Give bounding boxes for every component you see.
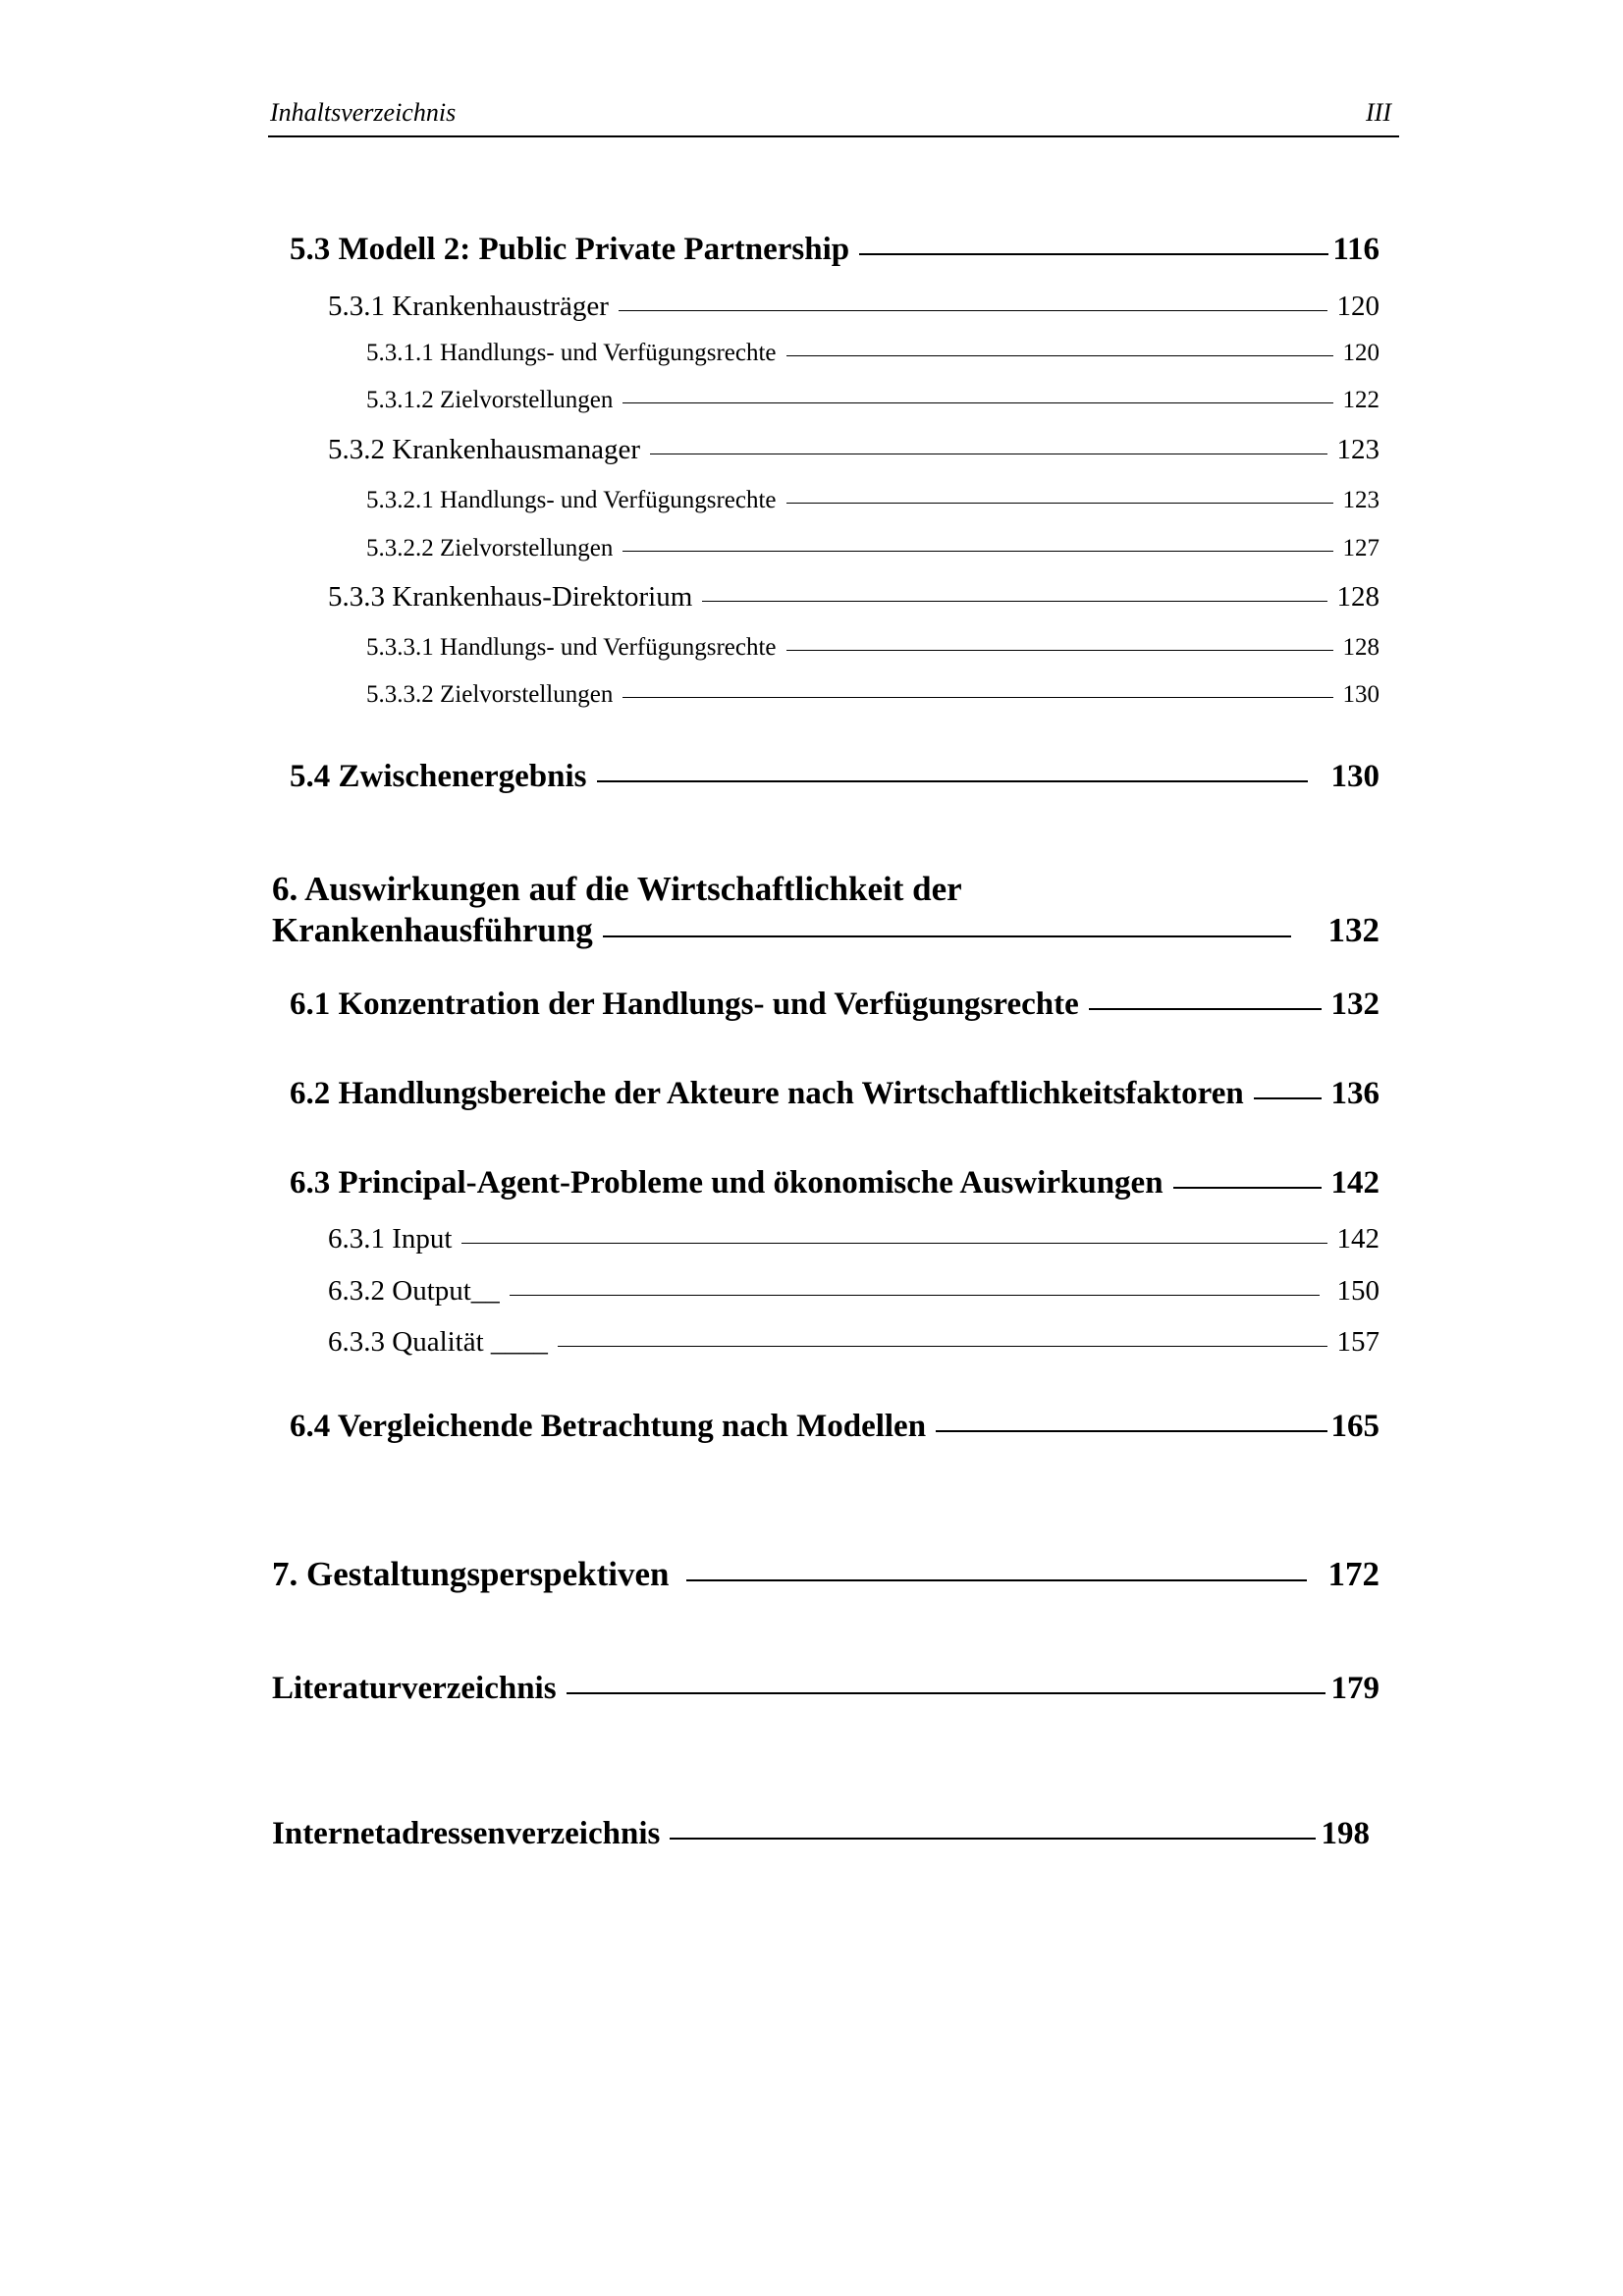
toc-label: 6.2 Handlungsbereiche der Akteure nach Wirtschaftlichkeitsfaktoren xyxy=(290,1076,1244,1111)
toc-page: 122 xyxy=(1342,387,1380,413)
toc-leader xyxy=(786,650,1333,651)
toc-leader xyxy=(461,1243,1326,1244)
toc-leader xyxy=(622,551,1332,552)
toc-label: 5.3 Modell 2: Public Private Partnership xyxy=(290,232,850,267)
toc-entry-5-3-3-2[interactable] xyxy=(366,681,1380,709)
toc-leader xyxy=(510,1295,1320,1296)
toc-label: 5.4 Zwischenergebnis xyxy=(290,759,587,794)
toc-entry-5-3-1-2[interactable] xyxy=(366,387,1380,414)
toc-page: 130 xyxy=(1330,759,1380,794)
toc-page: 123 xyxy=(1342,487,1380,513)
toc-page: 127 xyxy=(1342,535,1380,561)
toc-label: 5.3.2 Krankenhausmanager xyxy=(328,434,641,465)
toc-label: 5.3.1.2 Zielvorstellungen xyxy=(366,387,614,413)
toc-page: 120 xyxy=(1336,291,1380,322)
toc-leader xyxy=(558,1346,1327,1347)
toc-entry-6-1[interactable] xyxy=(290,987,1380,1023)
toc-entry-internetadressenverzeichnis[interactable] xyxy=(272,1816,1370,1852)
toc-entry-5-4[interactable] xyxy=(290,759,1380,795)
toc-entry-5-3-2-2[interactable] xyxy=(366,535,1380,562)
toc-label: 5.3.1.1 Handlungs- und Verfügungsrechte xyxy=(366,340,777,366)
toc-page: 128 xyxy=(1342,634,1380,661)
running-header xyxy=(268,98,1399,137)
toc-page: 142 xyxy=(1330,1165,1380,1201)
toc-entry-chapter-6[interactable] xyxy=(272,911,1380,950)
toc-label: 5.3.2.2 Zielvorstellungen xyxy=(366,535,614,561)
toc-label: 6.4 Vergleichende Betrachtung nach Modellen xyxy=(290,1409,927,1444)
toc-label: 5.3.3.1 Handlungs- und Verfügungsrechte xyxy=(366,634,777,661)
toc-page: 132 xyxy=(1330,987,1380,1022)
toc-entry-5-3-1[interactable] xyxy=(328,291,1380,323)
toc-leader xyxy=(1254,1097,1322,1099)
toc-label: 5.3.3.2 Zielvorstellungen xyxy=(366,681,614,708)
toc-page: 136 xyxy=(1330,1076,1380,1111)
toc-label: Literaturverzeichnis xyxy=(272,1671,557,1706)
toc-page: 157 xyxy=(1336,1326,1380,1358)
toc-leader xyxy=(1089,1008,1322,1010)
toc-leader xyxy=(686,1579,1306,1581)
toc-page: 128 xyxy=(1336,581,1380,613)
toc-leader xyxy=(622,402,1332,403)
toc-entry-6-3-1[interactable] xyxy=(328,1223,1380,1255)
toc-page: 123 xyxy=(1336,434,1380,465)
toc-entry-6-3[interactable] xyxy=(290,1165,1380,1201)
header-title: Inhaltsverzeichnis xyxy=(270,98,457,127)
toc-label: 5.3.1 Krankenhausträger xyxy=(328,291,609,322)
toc-page: 130 xyxy=(1342,681,1380,708)
toc-entry-6-3-3[interactable] xyxy=(328,1326,1380,1359)
toc-label: 6.3.3 Qualität ____ xyxy=(328,1326,548,1358)
toc-entry-5-3-1-1[interactable] xyxy=(366,340,1380,367)
toc-page: 150 xyxy=(1336,1275,1380,1307)
toc-leader xyxy=(597,780,1308,782)
header-page-number: III xyxy=(1366,98,1391,127)
toc-label: 5.3.2.1 Handlungs- und Verfügungsrechte xyxy=(366,487,777,513)
toc-entry-chapter-7[interactable] xyxy=(272,1555,1380,1594)
toc-leader xyxy=(702,601,1326,602)
toc-entry-6-2[interactable] xyxy=(290,1076,1380,1112)
toc-entry-literaturverzeichnis[interactable] xyxy=(272,1671,1380,1707)
toc-page: 120 xyxy=(1342,340,1380,366)
toc-label: 6.1 Konzentration der Handlungs- und Verfügungsrechte xyxy=(290,987,1079,1022)
toc-chapter-6-line1[interactable]: 6. Auswirkungen auf die Wirtschaftlichkeit der xyxy=(272,870,962,908)
toc-label: 6.3.2 Output__ xyxy=(328,1275,500,1307)
toc-label: Krankenhausführung xyxy=(272,911,593,949)
toc-entry-6-3-2[interactable] xyxy=(328,1275,1380,1308)
toc-leader xyxy=(859,253,1328,255)
toc-label: Internetadressenverzeichnis xyxy=(272,1816,661,1851)
toc-page: 142 xyxy=(1336,1223,1380,1255)
toc-entry-5-3-3[interactable] xyxy=(328,581,1380,614)
toc-label: 5.3.3 Krankenhaus-Direktorium xyxy=(328,581,693,613)
toc-leader xyxy=(786,355,1333,356)
toc-leader xyxy=(1173,1187,1322,1189)
toc-page: 198 xyxy=(1321,1816,1370,1851)
toc-leader xyxy=(622,697,1332,698)
toc-leader xyxy=(567,1692,1325,1694)
toc-leader xyxy=(670,1838,1315,1840)
toc-leader xyxy=(619,310,1327,311)
toc-entry-5-3-2[interactable] xyxy=(328,434,1380,466)
toc-label: 7. Gestaltungsperspektiven xyxy=(272,1555,670,1593)
toc-page: 179 xyxy=(1330,1671,1380,1706)
toc-label: 6.3 Principal-Agent-Probleme und ökonomische Auswirkungen xyxy=(290,1165,1163,1201)
toc-entry-5-3-2-1[interactable] xyxy=(366,487,1380,514)
toc-page: 172 xyxy=(1327,1555,1380,1593)
toc-leader xyxy=(603,935,1291,937)
toc-leader xyxy=(936,1430,1326,1432)
toc-entry-5-3-3-1[interactable] xyxy=(366,634,1380,662)
toc-entry-6-4[interactable] xyxy=(290,1409,1380,1445)
toc-page: 165 xyxy=(1330,1409,1380,1444)
toc-page: 132 xyxy=(1327,911,1380,949)
toc-label: 6.3.1 Input xyxy=(328,1223,453,1255)
toc-entry-5-3[interactable] xyxy=(290,232,1380,268)
toc-page: 116 xyxy=(1332,232,1380,267)
toc-leader xyxy=(786,503,1333,504)
